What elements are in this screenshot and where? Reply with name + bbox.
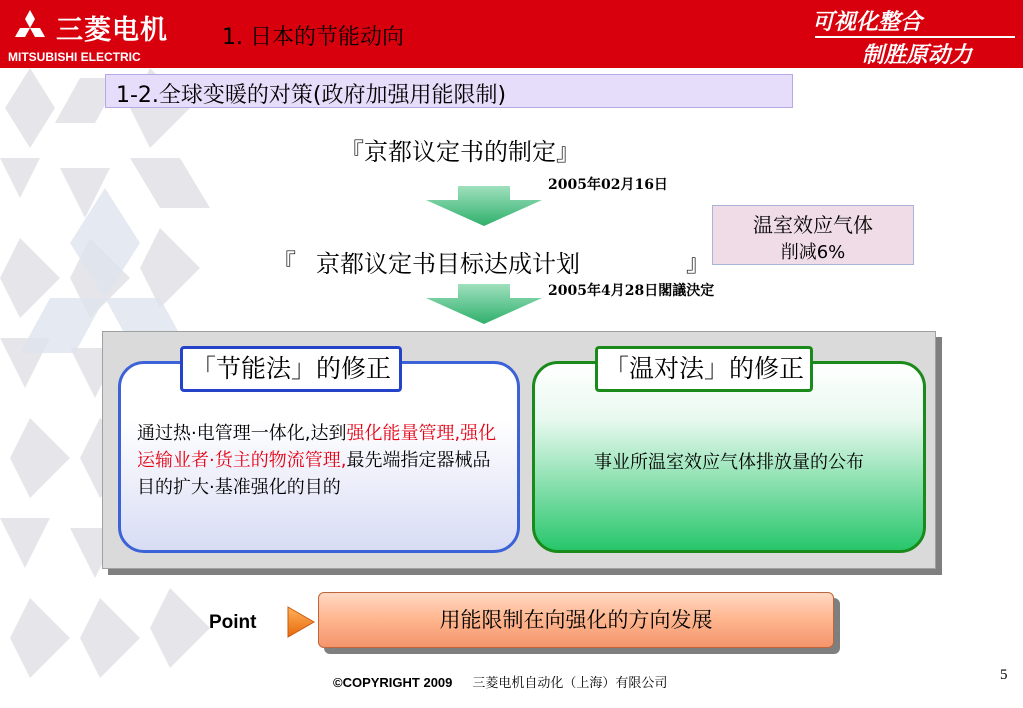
energy-law-text-highlight: 强化能量管理,强化运输业者·货主的物流管理, — [137, 423, 497, 471]
down-arrow-icon — [424, 284, 544, 324]
subtitle-bar — [105, 74, 793, 108]
result-box: 用能限制在向强化的方向发展 — [318, 592, 834, 648]
subtitle-text: 1-2.全球变暖的对策(政府加强用能限制) — [116, 83, 507, 108]
energy-law-text-part1: 通过热·电管理一体化,达到 — [137, 423, 347, 444]
copyright-text: ©COPYRIGHT 2009 — [333, 675, 453, 690]
warming-law-description: 事业所温室效应气体排放量的公布 — [594, 452, 864, 473]
right-triangle-icon — [286, 605, 316, 639]
energy-law-description — [137, 420, 507, 501]
energy-law-tag: 「节能法」的修正 — [180, 346, 402, 392]
page-number: 5 — [1000, 667, 1008, 683]
point-label: Point — [209, 612, 257, 633]
kyoto-protocol-title: 『京都议定书的制定』 — [340, 138, 580, 166]
goal-text-line1: 温室效应气体 — [753, 213, 873, 237]
mitsubishi-logo — [8, 6, 188, 64]
company-name: 三菱电机自动化（上海）有限公司 — [472, 676, 668, 691]
logo-chinese-text: 三菱电机 — [56, 15, 168, 46]
logo-english-text: MITSUBISHI ELECTRIC — [8, 50, 141, 64]
three-diamonds-icon — [10, 10, 50, 46]
goal-text-line2: 削减6% — [780, 242, 846, 263]
footer-copyright — [333, 672, 667, 691]
warming-law-tag: 「温对法」的修正 — [595, 346, 813, 392]
date-protocol: 2005年02月16日 — [548, 177, 668, 193]
header-bar — [0, 0, 1023, 68]
energy-law-text-part2: 最先端指定器械品目的扩大·基准强化的目的 — [137, 450, 491, 498]
reduction-goal-box — [712, 205, 914, 265]
section-title: 1. 日本的节能动向 — [222, 25, 404, 50]
bracket-close: 』 — [686, 249, 710, 277]
slogan-line-1: 可视化整合 — [812, 10, 923, 35]
target-plan-title: 京都议定书目标达成计划 — [316, 250, 580, 278]
down-arrow-icon — [424, 186, 544, 226]
date-plan: 2005年4月28日閣議決定 — [548, 283, 715, 299]
bracket-open: 『 — [272, 249, 296, 277]
slogan-line-2: 制胜原动力 — [862, 43, 973, 68]
